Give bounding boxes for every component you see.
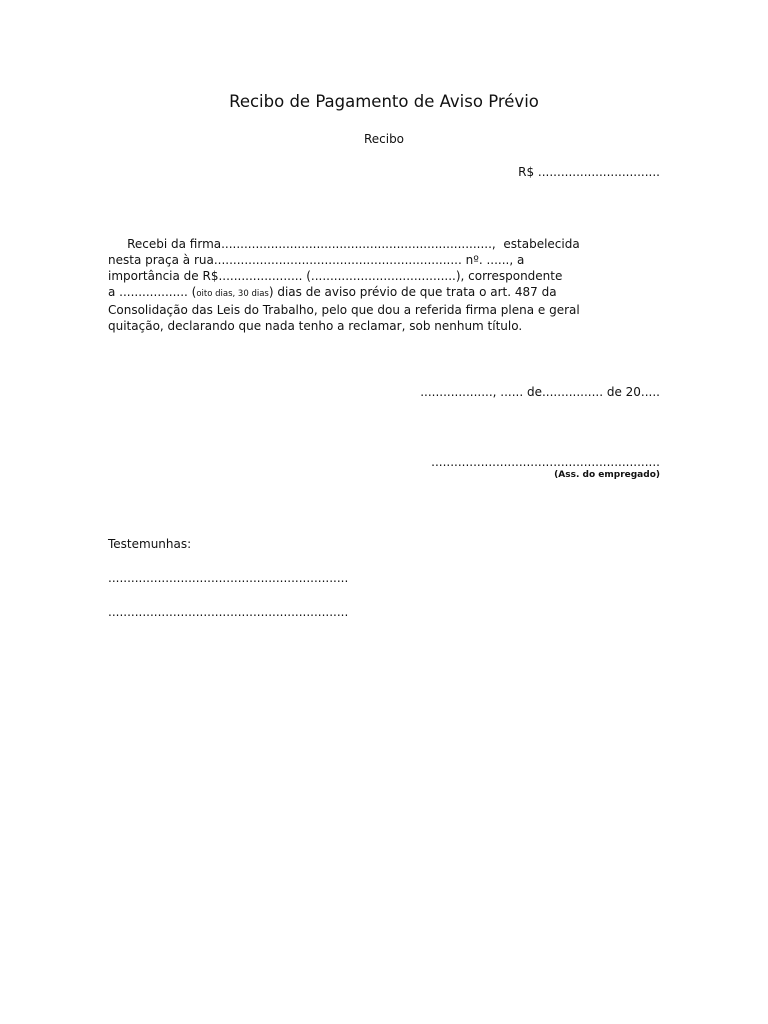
body-line-5: Consolidação das Leis do Trabalho, pelo que dou a referida firma plena e geral bbox=[108, 303, 580, 317]
employee-signature-caption: (Ass. do empregado) bbox=[554, 470, 660, 480]
witnesses-label: Testemunhas: bbox=[108, 537, 192, 551]
notice-period-hint: oito dias, 30 dias bbox=[196, 289, 269, 299]
document-subtitle: Recibo bbox=[363, 132, 405, 146]
employee-signature-line: ............................................................ bbox=[431, 455, 660, 469]
amount-line: R$ ................................ bbox=[518, 165, 660, 179]
document-title: Recibo de Pagamento de Aviso Prévio bbox=[229, 92, 539, 111]
body-line-4-end: ) dias de aviso prévio de que trata o art. 487 da bbox=[268, 285, 557, 299]
body-line-4-start: a .................. ( bbox=[108, 285, 197, 299]
receipt-body-paragraph bbox=[108, 236, 664, 334]
body-line-2: nesta praça à rua................................................................. nº. ......, a bbox=[108, 253, 525, 267]
body-line-1: Recebi da firma......................................................................., estabelecida bbox=[108, 237, 580, 251]
body-line-6: quitação, declarando que nada tenho a reclamar, sob nenhum título. bbox=[108, 319, 523, 333]
body-line-4 bbox=[108, 284, 664, 302]
place-date-line: ..................., ...... de................ de 20..... bbox=[420, 385, 660, 399]
witness-signature-line-1: ............................................................... bbox=[108, 571, 349, 585]
witness-signature-line-2: ............................................................... bbox=[108, 605, 349, 619]
body-line-3: importância de R$...................... (......................................), correspondente bbox=[108, 269, 563, 283]
